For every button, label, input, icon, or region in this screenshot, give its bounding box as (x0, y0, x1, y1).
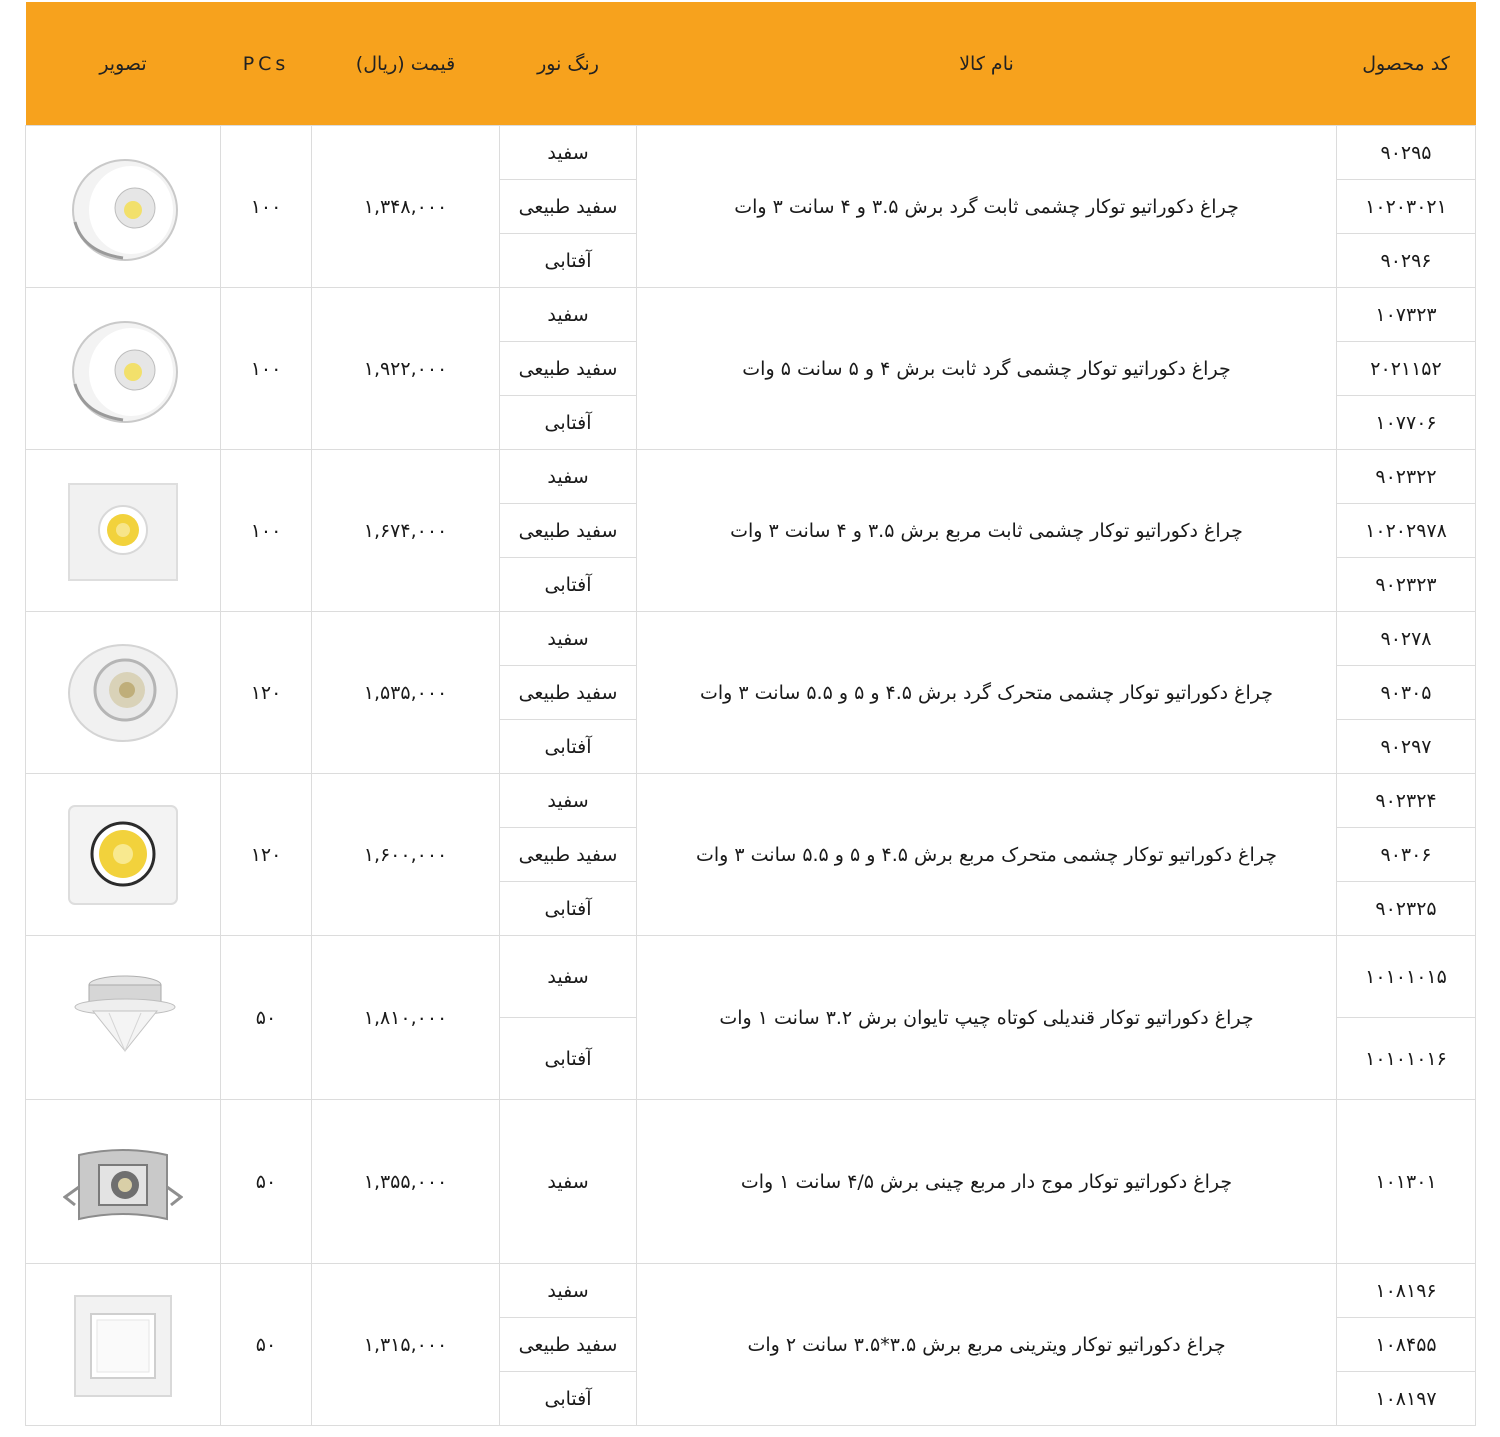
light-color: آفتابی (500, 720, 637, 774)
product-code: ۱۰۲۰۳۰۲۱ (1337, 180, 1476, 234)
product-image (26, 288, 221, 450)
product-table (25, 2, 1476, 1426)
product-code: ۲۰۲۱۱۵۲ (1337, 342, 1476, 396)
product-name: چراغ دکوراتیو توکار ویترینی مربع برش ۳.۵*۳.۵ سانت ۲ وات (637, 1264, 1337, 1426)
header-product-code: کد محصول (1337, 2, 1476, 126)
product-image (26, 612, 221, 774)
table-row (26, 1100, 1476, 1264)
wavy-square-spotlight-icon (26, 1127, 220, 1237)
product-name: چراغ دکوراتیو توکار قندیلی کوتاه چیپ تایوان برش ۳.۲ سانت ۱ وات (637, 936, 1337, 1100)
product-price: ۱,۶۰۰,۰۰۰ (312, 774, 500, 936)
header-product-name: نام کالا (637, 2, 1337, 126)
light-color: سفید طبیعی (500, 180, 637, 234)
product-price: ۱,۸۱۰,۰۰۰ (312, 936, 500, 1100)
light-color: سفید طبیعی (500, 504, 637, 558)
light-color: سفید (500, 288, 637, 342)
product-name: چراغ دکوراتیو توکار چشمی ثابت مربع برش ۳.۵ و ۴ سانت ۳ وات (637, 450, 1337, 612)
product-code: ۱۰۷۷۰۶ (1337, 396, 1476, 450)
crystal-downlight-icon (26, 963, 220, 1073)
product-price: ۱,۳۴۸,۰۰۰ (312, 126, 500, 288)
pcs-count: ۱۲۰ (221, 774, 312, 936)
light-color: آفتابی (500, 1372, 637, 1426)
light-color: آفتابی (500, 558, 637, 612)
pcs-count: ۵۰ (221, 1100, 312, 1264)
product-image (26, 936, 221, 1100)
table-row (26, 450, 1476, 504)
pcs-count: ۱۲۰ (221, 612, 312, 774)
light-color: سفید (500, 126, 637, 180)
product-price: ۱,۶۷۴,۰۰۰ (312, 450, 500, 612)
light-color: سفید طبیعی (500, 1318, 637, 1372)
header-pcs: PCs (221, 2, 312, 126)
product-code: ۱۰۸۱۹۷ (1337, 1372, 1476, 1426)
light-color: آفتابی (500, 396, 637, 450)
product-code: ۹۰۲۳۲۵ (1337, 882, 1476, 936)
square-fixed-spotlight-icon (26, 476, 220, 586)
light-color: سفید طبیعی (500, 342, 637, 396)
product-price-list (25, 2, 1475, 1426)
pcs-count: ۱۰۰ (221, 288, 312, 450)
product-code: ۹۰۲۳۲۴ (1337, 774, 1476, 828)
product-price: ۱,۵۳۵,۰۰۰ (312, 612, 500, 774)
product-name: چراغ دکوراتیو توکار چشمی متحرک مربع برش ۴.۵ و ۵ و ۵.۵ سانت ۳ وات (637, 774, 1337, 936)
table-row (26, 612, 1476, 666)
pcs-count: ۱۰۰ (221, 126, 312, 288)
product-code: ۱۰۷۳۲۳ (1337, 288, 1476, 342)
product-code: ۹۰۳۰۶ (1337, 828, 1476, 882)
table-row (26, 774, 1476, 828)
product-code: ۱۰۱۰۱۰۱۵ (1337, 936, 1476, 1018)
light-color: سفید طبیعی (500, 828, 637, 882)
product-code: ۱۰۲۰۲۹۷۸ (1337, 504, 1476, 558)
light-color: آفتابی (500, 1018, 637, 1100)
square-movable-spotlight-icon (26, 800, 220, 910)
product-code: ۱۰۱۰۱۰۱۶ (1337, 1018, 1476, 1100)
product-name: چراغ دکوراتیو توکار چشمی متحرک گرد برش ۴.۵ و ۵ و ۵.۵ سانت ۳ وات (637, 612, 1337, 774)
product-name: چراغ دکوراتیو توکار چشمی ثابت گرد برش ۳.۵ و ۴ سانت ۳ وات (637, 126, 1337, 288)
product-code: ۹۰۲۳۲۲ (1337, 450, 1476, 504)
table-header-row (26, 2, 1476, 126)
product-code: ۹۰۲۷۸ (1337, 612, 1476, 666)
product-code: ۹۰۲۹۷ (1337, 720, 1476, 774)
light-color: سفید (500, 1264, 637, 1318)
round-fixed-spotlight-icon (26, 314, 220, 424)
product-image (26, 1264, 221, 1426)
product-price: ۱,۹۲۲,۰۰۰ (312, 288, 500, 450)
header-price: قیمت (ریال) (312, 2, 500, 126)
light-color: سفید (500, 774, 637, 828)
round-fixed-spotlight-icon (26, 152, 220, 262)
pcs-count: ۱۰۰ (221, 450, 312, 612)
product-price: ۱,۳۵۵,۰۰۰ (312, 1100, 500, 1264)
product-code: ۹۰۲۹۶ (1337, 234, 1476, 288)
header-image: تصویر (26, 2, 221, 126)
table-row (26, 288, 1476, 342)
table-row (26, 936, 1476, 1018)
header-light-color: رنگ نور (500, 2, 637, 126)
table-row (26, 126, 1476, 180)
product-code: ۹۰۲۹۵ (1337, 126, 1476, 180)
product-code: ۹۰۲۳۲۳ (1337, 558, 1476, 612)
product-code: ۱۰۱۳۰۱ (1337, 1100, 1476, 1264)
product-name: چراغ دکوراتیو توکار موج دار مربع چینی برش ۴/۵ سانت ۱ وات (637, 1100, 1337, 1264)
product-image (26, 774, 221, 936)
product-image (26, 1100, 221, 1264)
light-color: آفتابی (500, 882, 637, 936)
product-image (26, 450, 221, 612)
pcs-count: ۵۰ (221, 1264, 312, 1426)
pcs-count: ۵۰ (221, 936, 312, 1100)
product-code: ۱۰۸۴۵۵ (1337, 1318, 1476, 1372)
square-showcase-light-icon (26, 1290, 220, 1400)
light-color: سفید (500, 1100, 637, 1264)
light-color: سفید (500, 612, 637, 666)
light-color: سفید (500, 936, 637, 1018)
light-color: آفتابی (500, 234, 637, 288)
product-name: چراغ دکوراتیو توکار چشمی گرد ثابت برش ۴ و ۵ سانت ۵ وات (637, 288, 1337, 450)
product-image (26, 126, 221, 288)
light-color: سفید طبیعی (500, 666, 637, 720)
round-movable-spotlight-icon (26, 638, 220, 748)
table-row (26, 1264, 1476, 1318)
product-code: ۹۰۳۰۵ (1337, 666, 1476, 720)
product-price: ۱,۳۱۵,۰۰۰ (312, 1264, 500, 1426)
light-color: سفید (500, 450, 637, 504)
product-code: ۱۰۸۱۹۶ (1337, 1264, 1476, 1318)
